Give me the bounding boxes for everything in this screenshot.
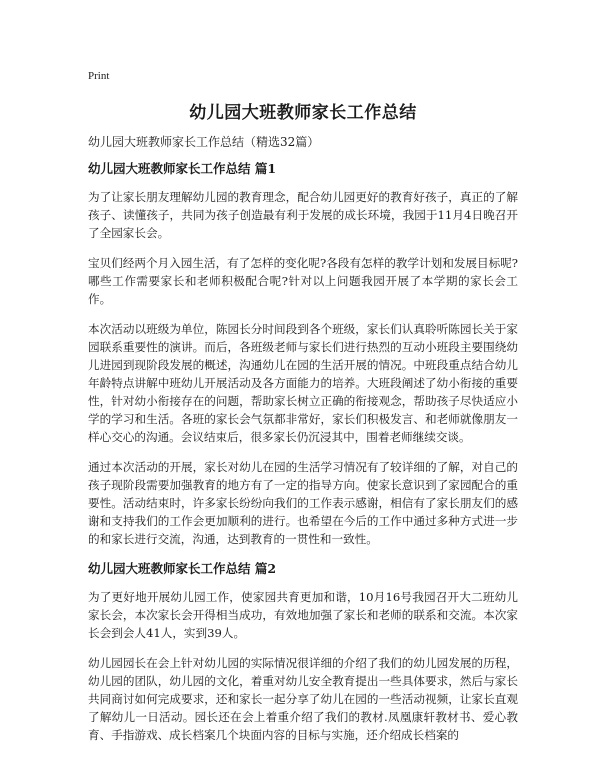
- paragraph: 幼儿园园长在会上针对幼儿园的实际情况很详细的介绍了我们的幼儿园发展的历程，幼儿园的团队，幼儿园的文化，着重对幼儿安全教育提出一些具体要求，然后与家长共同商讨如何完成要求，还和家长一起分享了幼儿在园的一些活动视频，让家长直观了解幼儿一日活动。园长还在会上着重介绍了我们的教材.凤凰康轩教材书、爱心教育、手指游戏、成长档案几个块面内容的目标与实施，还介绍成长档案的: [88, 656, 518, 742]
- section-heading: 幼儿园大班教师家长工作总结 篇2: [88, 561, 277, 576]
- document-subtitle: 幼儿园大班教师家长工作总结（精选32篇）: [88, 135, 320, 149]
- paragraph: 通过本次活动的开展，家长对幼儿在园的生活学习情况有了较详细的了解，对自己的孩子现阶段需要加强教育的地方有了一定的指导方向。使家长意识到了家园配合的重要性。活动结束时，许多家长纷纷向我们的工作表示感谢，相信有了家长朋友们的感谢和支持我们的工作会更加顺利的进行。也希望在今后的工作中通过多种方式进一步的和家长进行交流，沟通，达到教育的一贯性和一致性。: [88, 460, 518, 546]
- page-title: 幼儿园大班教师家长工作总结: [189, 103, 417, 123]
- section-heading: 幼儿园大班教师家长工作总结 篇1: [88, 161, 277, 176]
- paragraph: 本次活动以班级为单位，陈园长分时间段到各个班级，家长们认真聆听陈园长关于家园联系重要性的演讲。而后，各班级老师与家长们进行热烈的互动小班段主要围绕幼儿进园到现阶段发展的概述，沟通幼儿在园的生活开展的情况。中班段重点结合幼儿年龄特点讲解中班幼儿开展活动及各方面能力的培养。大班段阐述了幼小衔接的重要性，针对幼小衔接存在的问题，帮助家长树立正确的衔接观念，帮助孩子尽快适应小学的学习和生活。各班的家长会气氛都非常好，家长们积极发言、和老师就像朋友一样心交心的沟通。会议结束后，很多家长仍沉浸其中，围着老师继续交谈。: [88, 322, 518, 444]
- paragraph: 为了让家长朋友理解幼儿园的教育理念，配合幼儿园更好的教育好孩子，真正的了解孩子、读懂孩子，共同为孩子创造最有利于发展的成长环境，我园于11月4日晚召开了全园家长会。: [88, 190, 518, 240]
- document-body: [88, 160, 518, 756]
- paragraph: 为了更好地开展幼儿园工作，使家园共育更加和谐，10月16号我园召开大二班幼儿家长会，本次家长会开得相当成功，有效地加强了家长和老师的联系和交流。本次家长会到会人41人，实到39人。: [88, 590, 518, 640]
- print-link[interactable]: Print: [88, 70, 110, 82]
- paragraph: 宝贝们经两个月入园生活，有了怎样的变化呢?各段有怎样的教学计划和发展目标呢?哪些工作需要家长和老师积极配合呢?针对以上问题我园开展了本学期的家长会工作。: [88, 256, 518, 306]
